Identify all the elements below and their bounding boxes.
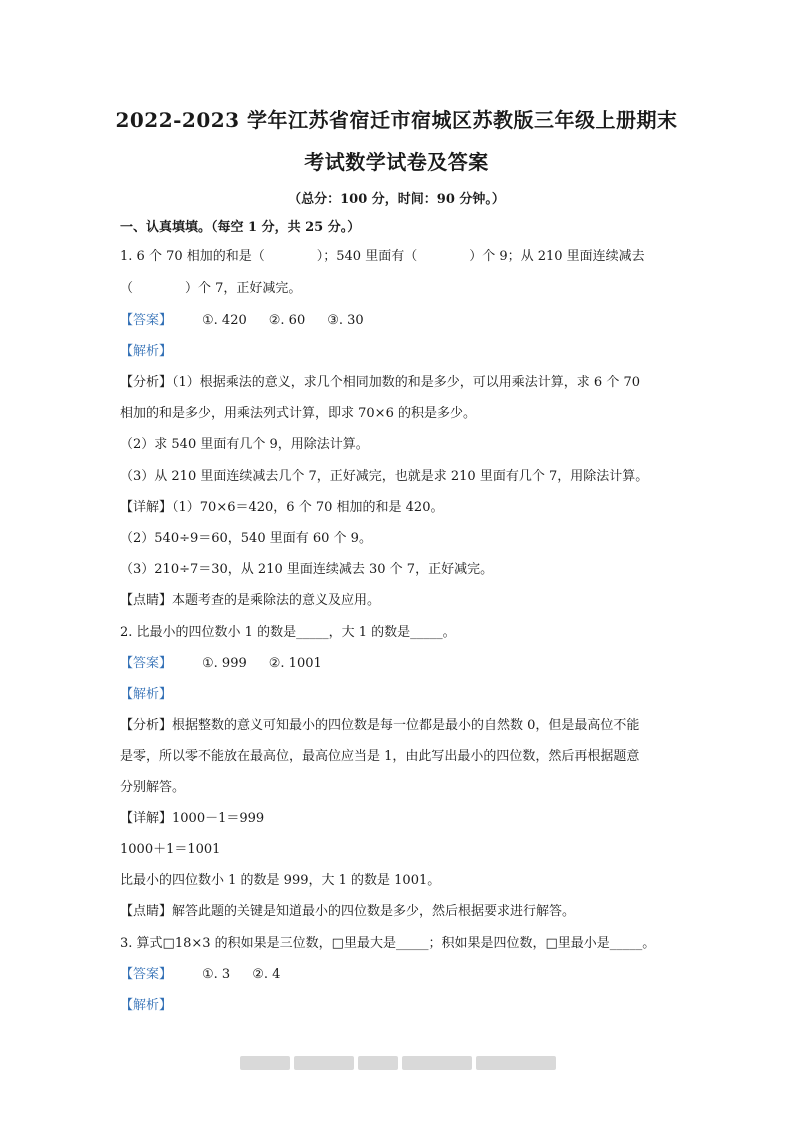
- answer-tag: 【答案】: [120, 656, 173, 671]
- q3-stem: 3. 算式□18×3 的积如果是三位数，□里最大是_____；积如果是四位数，□里最小是_____。: [120, 936, 656, 951]
- analysis-tag: 【解析】: [120, 998, 173, 1013]
- dianjing-tag: 【点睛】: [120, 904, 173, 919]
- q1-stem-line2: （ ）个 7，正好减完。: [120, 281, 302, 296]
- section-heading: 一、认真填填。（每空 1 分，共 25 分。）: [120, 220, 361, 235]
- q1-fenxi-line3: （2）求 540 里面有几个 9，用除法计算。: [120, 437, 369, 452]
- q2-stem: 2. 比最小的四位数小 1 的数是_____，大 1 的数是_____。: [120, 625, 456, 640]
- fenxi-tag: 【分析】: [120, 718, 173, 733]
- q2-xiangjie-line1: [120, 810, 264, 828]
- answer-item: ②. 4: [252, 967, 281, 982]
- answer-item: ①. 999: [202, 656, 247, 671]
- q1-fenxi-line4: （3）从 210 里面连续减去几个 7，正好减完，也就是求 210 里面有几个 7，用除法计算。: [120, 469, 649, 484]
- q3-answer-row: [120, 966, 280, 984]
- q1-fenxi-line2: 相加的和是多少，用乘法列式计算，即求 70×6 的积是多少。: [120, 406, 476, 421]
- answer-tag: 【答案】: [120, 313, 173, 328]
- q1-fenxi-line1: [120, 374, 640, 392]
- xiangjie-text: （1）70×6＝420，6 个 70 相加的和是 420。: [172, 500, 444, 515]
- doc-subtitle: （总分：100 分，时间：90 分钟。）: [288, 192, 505, 207]
- q1-xiangjie-line2: （2）540÷9＝60，540 里面有 60 个 9。: [120, 531, 372, 546]
- dianjing-tag: 【点睛】: [120, 593, 173, 608]
- analysis-tag: 【解析】: [120, 344, 173, 359]
- answer-tag: 【答案】: [120, 967, 173, 982]
- answer-item: ②. 1001: [268, 656, 322, 671]
- dianjing-text: 解答此题的关键是知道最小的四位数是多少，然后根据要求进行解答。: [172, 904, 576, 919]
- fenxi-text: 根据整数的意义可知最小的四位数是每一位都是最小的自然数 0，但是最高位不能: [172, 718, 640, 733]
- q1-xiangjie-line1: [120, 499, 443, 517]
- doc-title-line2: 考试数学试卷及答案: [304, 150, 489, 174]
- answer-item: ③. 30: [327, 313, 364, 328]
- q1-dianjing: [120, 592, 380, 610]
- q1-answer-row: [120, 312, 364, 330]
- fenxi-tag: 【分析】: [120, 375, 173, 390]
- q2-answer-row: [120, 655, 322, 673]
- q2-xiangjie-line3: 比最小的四位数小 1 的数是 999，大 1 的数是 1001。: [120, 873, 441, 888]
- q1-stem-line1: 1. 6 个 70 相加的和是（ ）；540 里面有（ ）个 9；从 210 里面连续减去: [120, 249, 645, 264]
- doc-title-line1: 2022-2023 学年江苏省宿迁市宿城区苏教版三年级上册期末: [115, 108, 678, 132]
- q2-fenxi-line1: [120, 717, 639, 735]
- q2-dianjing: [120, 903, 575, 921]
- q2-fenxi-line2: 是零，所以零不能放在最高位，最高位应当是 1，由此写出最小的四位数，然后再根据题意: [120, 749, 640, 764]
- analysis-tag: 【解析】: [120, 687, 173, 702]
- xiangjie-text: 1000－1＝999: [172, 811, 265, 826]
- answer-item: ①. 420: [202, 313, 247, 328]
- xiangjie-tag: 【详解】: [120, 811, 173, 826]
- q1-xiangjie-line3: （3）210÷7＝30，从 210 里面连续减去 30 个 7，正好减完。: [120, 562, 494, 577]
- answer-item: ①. 3: [202, 967, 231, 982]
- xiangjie-tag: 【详解】: [120, 500, 173, 515]
- answer-item: ②. 60: [268, 313, 306, 328]
- dianjing-text: 本题考查的是乘除法的意义及应用。: [172, 593, 381, 608]
- q2-fenxi-line3: 分别解答。: [120, 780, 186, 795]
- fenxi-text: （1）根据乘法的意义，求几个相同加数的和是多少，可以用乘法计算，求 6 个 70: [172, 375, 640, 390]
- q2-xiangjie-line2: 1000＋1＝1001: [120, 842, 221, 857]
- blurred-footer-watermark: [240, 1056, 556, 1070]
